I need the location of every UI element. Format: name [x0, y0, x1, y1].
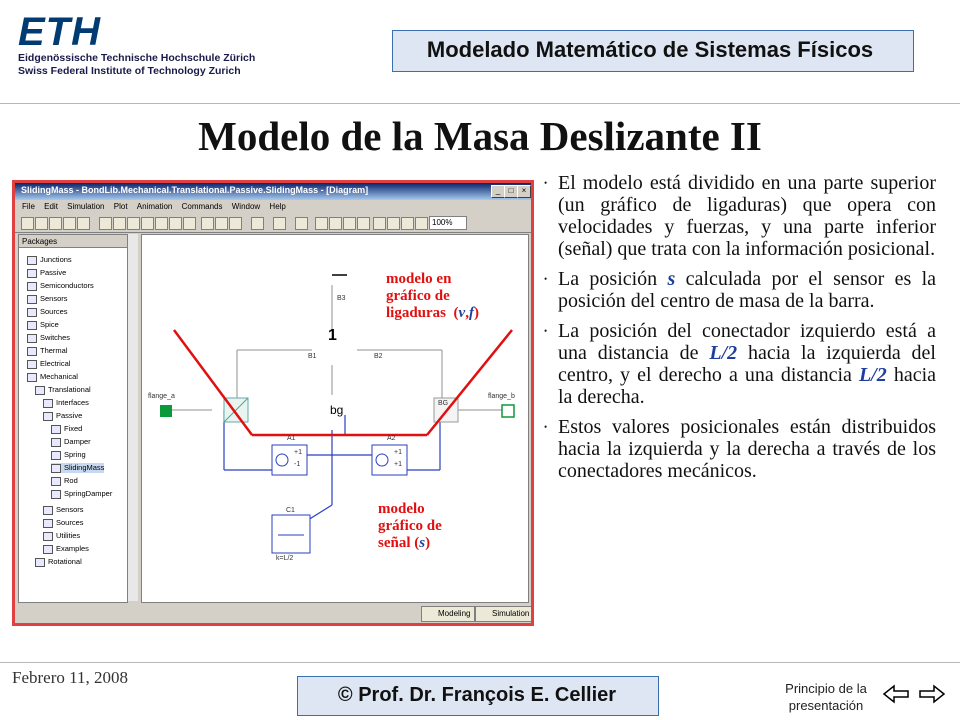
menu-plot[interactable]: Plot [113, 202, 128, 211]
eth-logo-line2: Swiss Federal Institute of Technology Zurich [18, 65, 241, 77]
open-icon[interactable] [35, 217, 48, 230]
paragraph-1: • El modelo está dividido en una parte superior (un gráfico de ligaduras) que opera con velocidades y fuerzas, y una parte inferior (señal) que trata con la información posicional. [544, 172, 936, 260]
header-divider [0, 103, 960, 104]
window-titlebar [15, 183, 531, 200]
bullet-icon: • [544, 422, 548, 432]
back-icon[interactable] [315, 217, 328, 230]
tree-item[interactable]: Translational [35, 385, 91, 395]
paragraph-4: • Estos valores posicionales están distribuidos hacia la izquierda y la derecha a través de los conectadores mecánicos. [544, 416, 936, 482]
menu-bar [15, 200, 531, 214]
tree-item[interactable]: Sensors [27, 294, 68, 304]
back-arrow-icon[interactable] [884, 686, 908, 702]
ellipse-tool-icon[interactable] [155, 217, 168, 230]
b2-label: B2 [374, 353, 383, 360]
a2-label: A2 [387, 435, 396, 442]
status-bar [15, 603, 531, 623]
bitmap-tool-icon[interactable] [183, 217, 196, 230]
bond-graph-annotation: modelo en gráfico de ligaduras (v,f) [386, 271, 479, 321]
a1-plus-label: +1 [294, 449, 302, 456]
slide-title: Modelo de la Masa Deslizante II [198, 113, 762, 159]
eth-logo [18, 10, 256, 82]
tree-item[interactable]: SpringDamper [51, 489, 112, 499]
paragraph-2: • La posición s calculada por el sensor es la posición del centro de masa de la barra. [544, 268, 937, 312]
b1-label: B1 [308, 353, 317, 360]
menu-window[interactable]: Window [231, 202, 261, 211]
home-link[interactable]: Principio de la presentación [785, 681, 867, 713]
window-title: SlidingMass - BondLib.Mechanical.Translational.Passive.SlidingMass - [Diagram] [21, 185, 369, 195]
bg-label: BG [438, 400, 449, 407]
a2-plus-label: +1 [394, 449, 402, 456]
new-icon[interactable] [21, 217, 34, 230]
flange-a-label: flange_a [148, 393, 175, 400]
line-color-icon[interactable] [201, 217, 214, 230]
body-text [544, 172, 937, 490]
b3-label: B3 [337, 295, 346, 302]
copyright-label: © Prof. Dr. François E. Cellier [337, 684, 617, 706]
text-layer-icon[interactable] [401, 217, 414, 230]
parent-icon[interactable] [343, 217, 356, 230]
line-tool-icon[interactable] [113, 217, 126, 230]
tree-item[interactable]: Thermal [27, 346, 68, 356]
c1-label: C1 [286, 507, 295, 514]
icon-layer-icon[interactable] [373, 217, 386, 230]
polygon-tool-icon[interactable] [127, 217, 140, 230]
minimize-icon[interactable]: _ [491, 185, 505, 198]
signal-graph-annotation: modelo gráfico de señal (s) [378, 501, 442, 551]
course-title: Modelado Matemático de Sistemas Físicos [426, 37, 874, 62]
footer-divider [0, 662, 960, 663]
tree-item[interactable]: Rod [51, 476, 78, 486]
tree-item-selected[interactable]: SlidingMass [51, 463, 104, 473]
date-label: Febrero 11, 2008 [12, 668, 128, 687]
a1-minus-label: -1 [294, 461, 301, 468]
check-icon[interactable] [273, 217, 286, 230]
save-icon[interactable] [49, 217, 62, 230]
tree-item[interactable]: Passive [43, 411, 82, 421]
tree-item[interactable]: Sources [27, 307, 68, 317]
maximize-icon[interactable]: □ [504, 185, 518, 198]
sbg-label: bg [330, 403, 344, 417]
flange-b-label: flange_b [488, 393, 515, 400]
forward-arrow-icon[interactable] [920, 686, 944, 702]
zoom-select[interactable]: 100% [429, 216, 467, 230]
eth-logo-word: ETH [18, 10, 101, 54]
forward-icon[interactable] [329, 217, 342, 230]
tree-item[interactable]: Sources [43, 518, 84, 528]
menu-file[interactable]: File [22, 202, 35, 211]
find-icon[interactable] [77, 217, 90, 230]
menu-simulation[interactable]: Simulation [67, 202, 105, 211]
tab-modeling[interactable]: Modeling [421, 606, 475, 622]
tree-item[interactable]: Fixed [51, 424, 82, 434]
rectangle-tool-icon[interactable] [141, 217, 154, 230]
tree-item[interactable]: Examples [43, 544, 89, 554]
menu-commands[interactable]: Commands [181, 202, 223, 211]
menu-help[interactable]: Help [269, 202, 286, 211]
print-icon[interactable] [63, 217, 76, 230]
connect-mode-icon[interactable] [251, 217, 264, 230]
gain-label: k=L/2 [276, 555, 294, 562]
close-icon[interactable]: × [517, 185, 531, 198]
menu-animation[interactable]: Animation [136, 202, 173, 211]
tree-item[interactable]: Rotational [35, 557, 82, 567]
translate-icon[interactable] [295, 217, 308, 230]
packages-scrollbar[interactable] [127, 234, 138, 601]
docs-layer-icon[interactable] [415, 217, 428, 230]
text-tool-icon[interactable] [169, 217, 182, 230]
diagram-canvas [141, 234, 529, 603]
tree-item[interactable]: Spring [51, 450, 86, 460]
info-icon[interactable] [357, 217, 370, 230]
diagram-layer-icon[interactable] [387, 217, 400, 230]
bullet-icon: • [544, 178, 548, 188]
tree-item[interactable]: Passive [27, 268, 66, 278]
packages-browser [18, 234, 128, 603]
tree-item[interactable]: Semiconductors [27, 281, 94, 291]
embedded-screenshot [12, 180, 534, 626]
a1-label: A1 [287, 435, 296, 442]
tree-item[interactable]: Spice [27, 320, 59, 330]
packages-header: Packages [19, 235, 127, 248]
fill-color-icon[interactable] [215, 217, 228, 230]
paragraph-3: • La posición del conectador izquierdo está a una distancia de L/2 hacia la izquierda del centro, y el derecho a una distancia L/2 hacia la derecha. [544, 320, 936, 408]
tree-item[interactable]: Utilities [43, 531, 80, 541]
tree-item[interactable]: Damper [51, 437, 91, 447]
nav-arrows [882, 682, 946, 706]
tree-item[interactable]: Interfaces [43, 398, 89, 408]
bullet-icon: • [544, 274, 548, 284]
tree-item[interactable]: Electrical [27, 359, 70, 369]
tree-item[interactable]: Sensors [43, 505, 84, 515]
tree-item[interactable]: Junctions [27, 255, 72, 265]
menu-edit[interactable]: Edit [44, 202, 58, 211]
bullet-icon: • [544, 326, 548, 336]
select-icon[interactable] [99, 217, 112, 230]
tree-item[interactable]: Switches [27, 333, 70, 343]
tab-simulation[interactable]: Simulation [475, 606, 534, 622]
junction-label: 1 [328, 327, 337, 344]
line-style-icon[interactable] [229, 217, 242, 230]
toolbar [15, 214, 531, 233]
eth-logo-line1: Eidgenössische Technische Hochschule Zürich [18, 52, 256, 64]
tree-item[interactable]: Mechanical [27, 372, 78, 382]
a2-plus2-label: +1 [394, 461, 402, 468]
